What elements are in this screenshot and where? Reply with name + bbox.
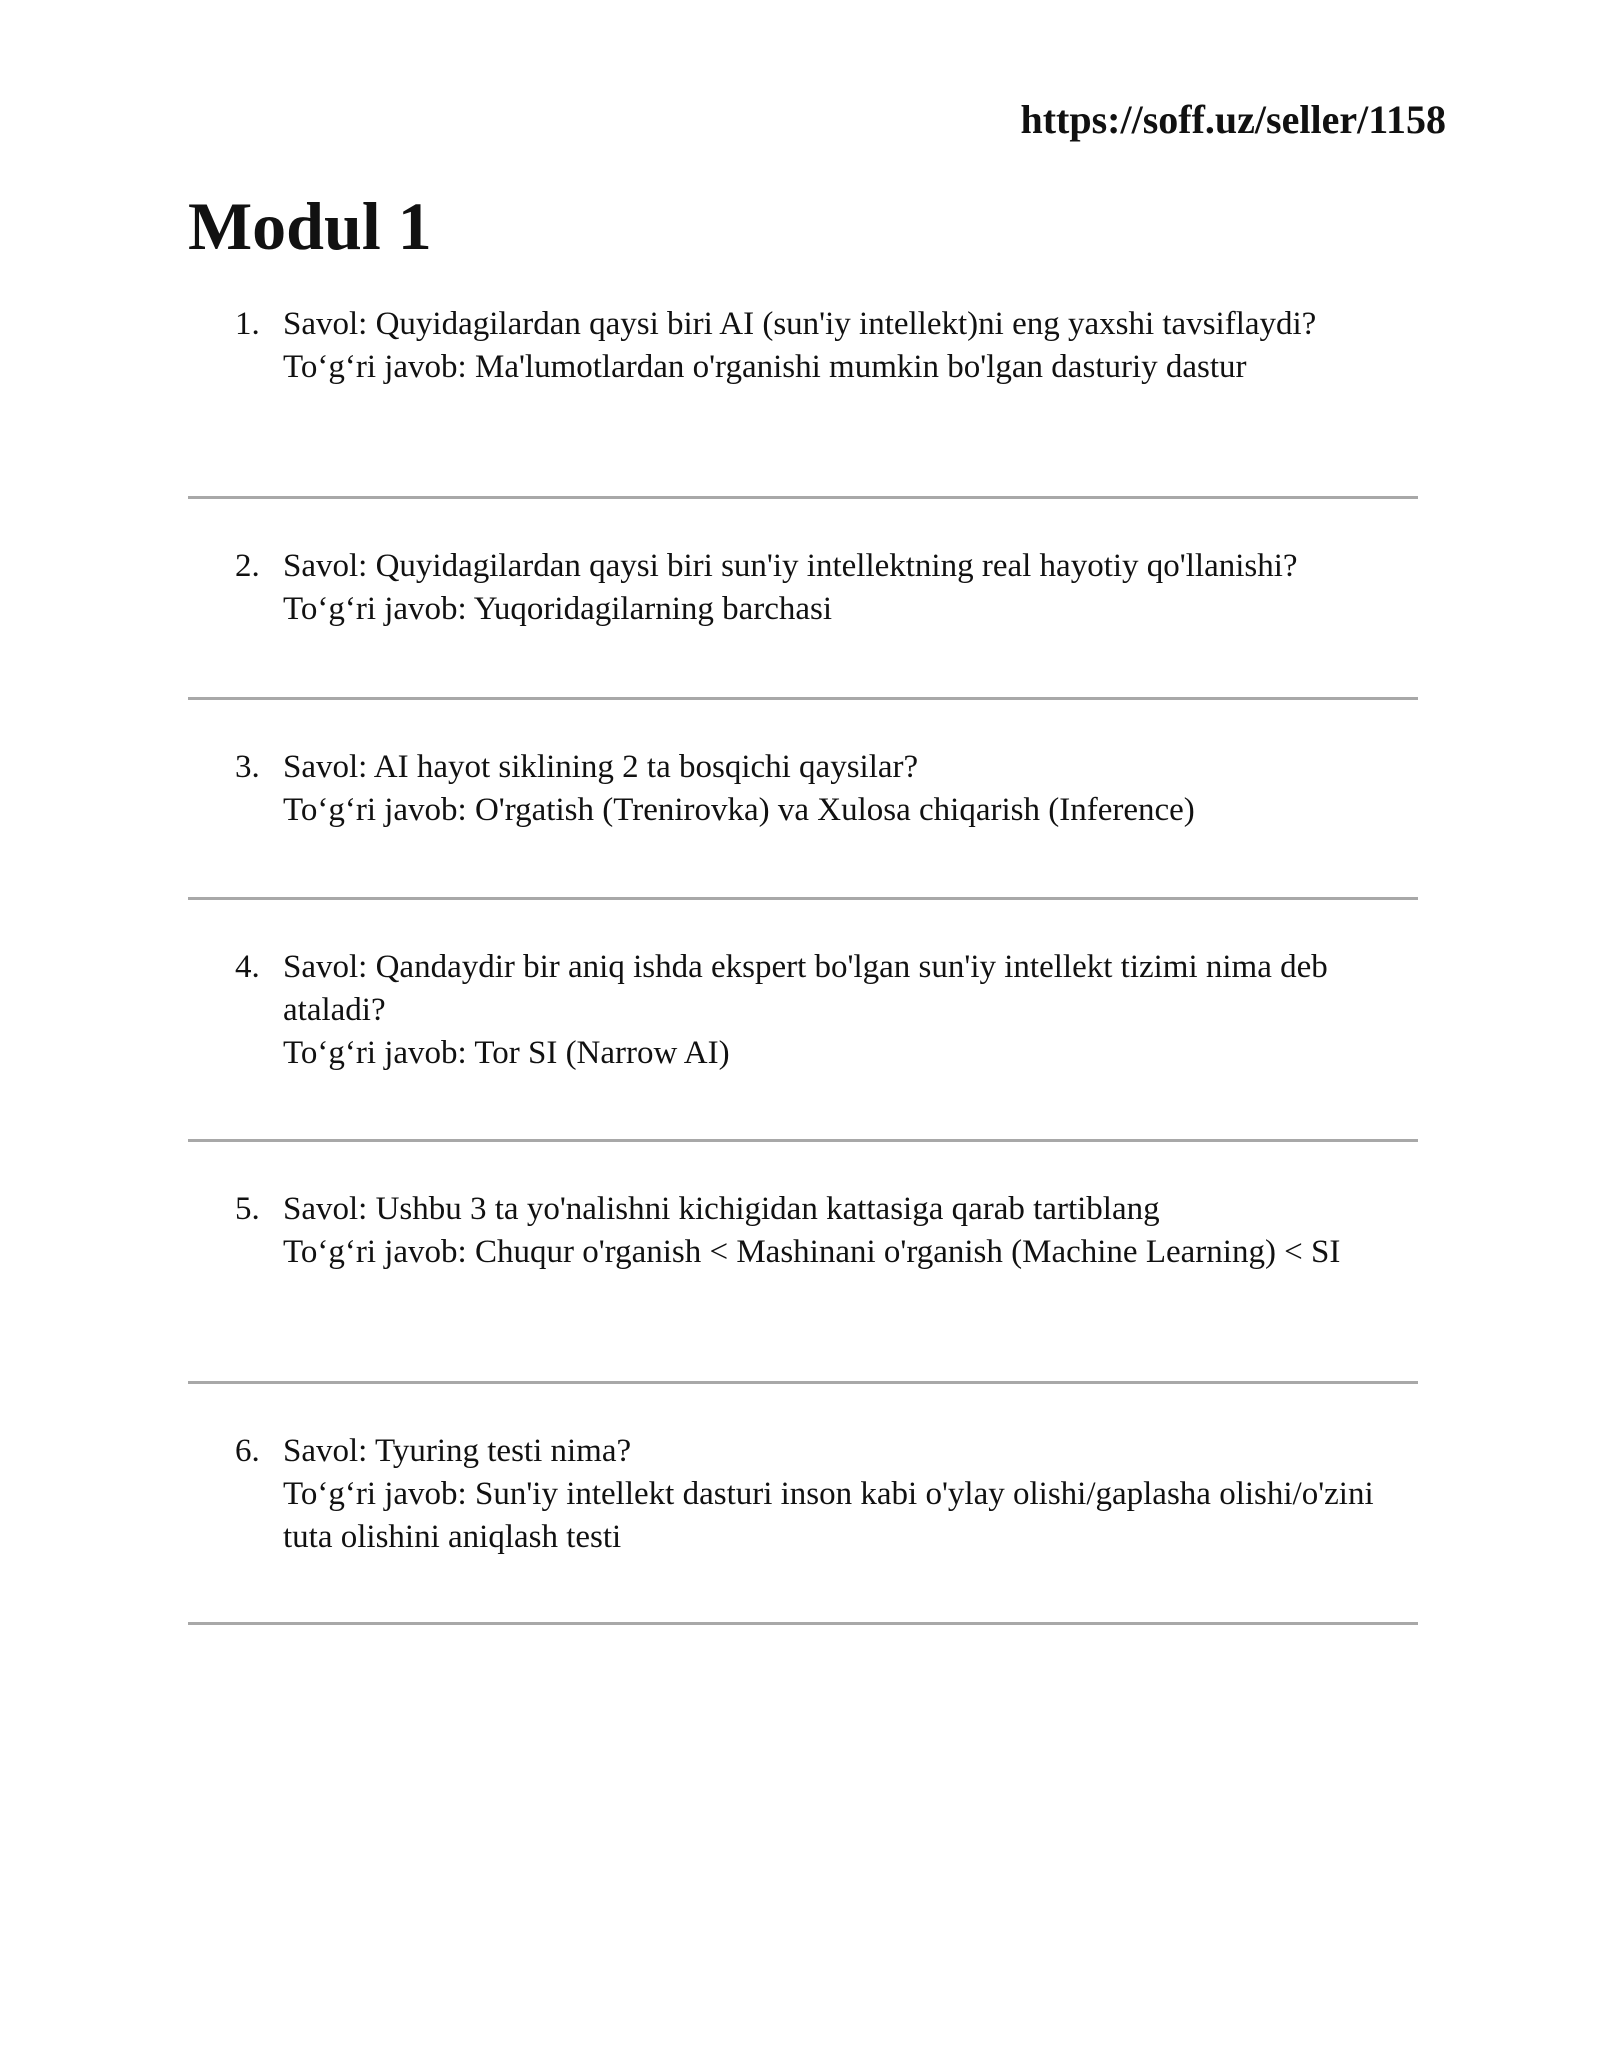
question-number: 1. bbox=[235, 306, 260, 342]
question-number: 5. bbox=[235, 1191, 260, 1227]
seller-url: https://soff.uz/seller/1158 bbox=[1020, 97, 1446, 142]
divider-line bbox=[188, 1139, 1418, 1142]
question-body bbox=[283, 946, 1418, 1075]
answer-text: To‘g‘ri javob: O'rgatish (Trenirovka) va Xulosa chiqarish (Inference) bbox=[283, 792, 1195, 828]
question-text: Savol: Quyidagilardan qaysi biri sun'iy intellektning real hayotiy qo'llanishi? bbox=[283, 548, 1298, 584]
answer-text: To‘g‘ri javob: Tor SI (Narrow AI) bbox=[283, 1035, 730, 1071]
answer-text: To‘g‘ri javob: Sun'iy intellekt dasturi inson kabi o'ylay olishi/gaplasha olishi/o'zini tuta olishini aniqlash testi bbox=[283, 1476, 1374, 1555]
question-body bbox=[283, 545, 1418, 631]
answer-text: To‘g‘ri javob: Ma'lumotlardan o'rganishi mumkin bo'lgan dasturiy dastur bbox=[283, 349, 1247, 385]
question-text: Savol: Quyidagilardan qaysi biri AI (sun'iy intellekt)ni eng yaxshi tavsiflaydi? bbox=[283, 306, 1317, 342]
divider-line bbox=[188, 496, 1418, 499]
question-body bbox=[283, 303, 1418, 389]
divider-line bbox=[188, 1381, 1418, 1384]
question-number: 6. bbox=[235, 1433, 260, 1469]
question-text: Savol: Ushbu 3 ta yo'nalishni kichigidan kattasiga qarab tartiblang bbox=[283, 1191, 1160, 1227]
page-title: Modul 1 bbox=[188, 188, 432, 264]
question-number: 3. bbox=[235, 749, 260, 785]
question-number: 4. bbox=[235, 949, 260, 985]
question-text: Savol: Qandaydir bir aniq ishda ekspert bo'lgan sun'iy intellekt tizimi nima deb ataladi? bbox=[283, 949, 1328, 1028]
question-text: Savol: Tyuring testi nima? bbox=[283, 1433, 632, 1469]
question-number: 2. bbox=[235, 548, 260, 584]
question-text: Savol: AI hayot siklining 2 ta bosqichi qaysilar? bbox=[283, 749, 919, 785]
divider-line bbox=[188, 697, 1418, 700]
divider-line bbox=[188, 897, 1418, 900]
question-body bbox=[283, 746, 1418, 832]
question-body bbox=[283, 1188, 1418, 1274]
divider-line bbox=[188, 1622, 1418, 1625]
question-body bbox=[283, 1430, 1418, 1559]
answer-text: To‘g‘ri javob: Chuqur o'rganish < Mashinani o'rganish (Machine Learning) < SI bbox=[283, 1234, 1341, 1270]
answer-text: To‘g‘ri javob: Yuqoridagilarning barchasi bbox=[283, 591, 833, 627]
